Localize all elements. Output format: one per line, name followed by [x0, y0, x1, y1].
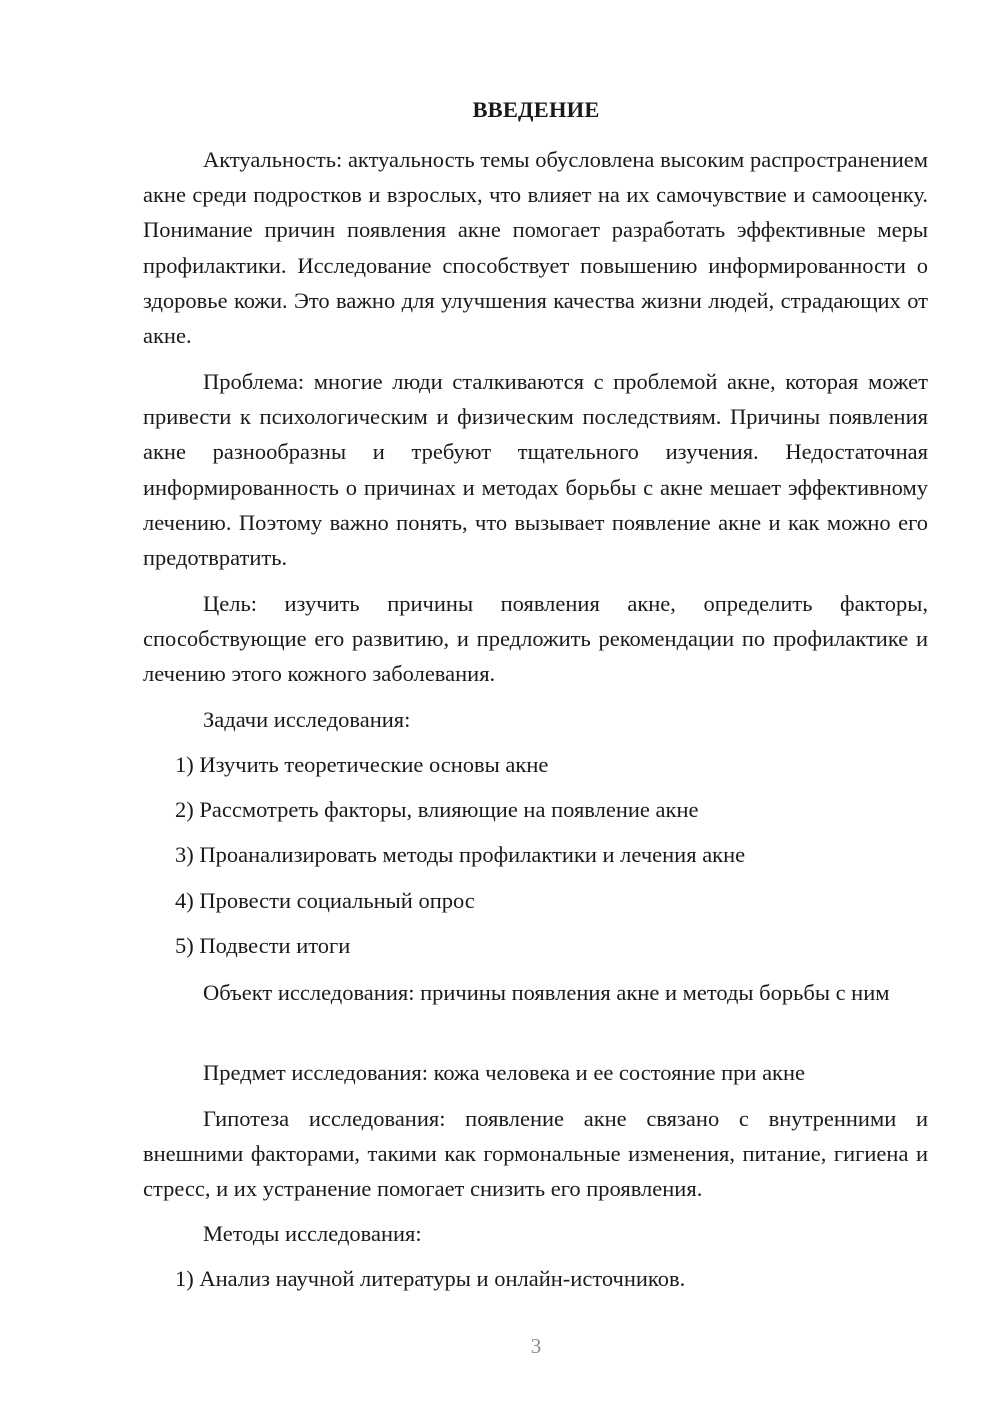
- goal-paragraph: Цель: изучить причины появления акне, определить факторы, способствующие его развитию, и предложить рекомендации по профилактике и лечению этого кожного заболевания.: [143, 591, 928, 687]
- task-item-2: 2) Рассмотреть факторы, влияющие на появление акне: [175, 797, 699, 822]
- task-item-1: 1) Изучить теоретические основы акне: [175, 752, 549, 777]
- methods-title: Методы исследования:: [203, 1221, 422, 1246]
- object-paragraph: Объект исследования: причины появления акне и методы борьбы с ним: [203, 980, 890, 1005]
- problem-paragraph: Проблема: многие люди сталкиваются с проблемой акне, которая может привести к психологическим и физическим последствиям. Причины появления акне разнообразны и требуют тщательного изучения. Недостаточная информированность о причинах и методах борьбы с акне мешает эффективному лечению. Поэтому важно понять, что вызывает появление акне и как можно его предотвратить.: [143, 369, 928, 571]
- tasks-title: Задачи исследования:: [203, 707, 411, 732]
- task-item-4: 4) Провести социальный опрос: [175, 888, 475, 913]
- relevance-paragraph: Актуальность: актуальность темы обусловлена высоким распространением акне среди подростков и взрослых, что влияет на их самочувствие и самооценку. Понимание причин появления акне помогает разработать эффективные меры профилактики. Исследование способствует повышению информированности о здоровье кожи. Это важно для улучшения качества жизни людей, страдающих от акне.: [143, 147, 928, 349]
- page-number: 3: [530, 1334, 542, 1358]
- task-item-5: 5) Подвести итоги: [175, 933, 351, 958]
- hypothesis-paragraph: Гипотеза исследования: появление акне связано с внутренними и внешними факторами, такими как гормональные изменения, питание, гигиена и стресс, и их устранение помогает снизить его проявления.: [143, 1106, 928, 1202]
- method-item-1: 1) Анализ научной литературы и онлайн-источников.: [175, 1266, 686, 1291]
- subject-paragraph: Предмет исследования: кожа человека и ее состояние при акне: [203, 1060, 806, 1085]
- page-title: ВВЕДЕНИЕ: [472, 97, 600, 122]
- task-item-3: 3) Проанализировать методы профилактики и лечения акне: [175, 842, 746, 867]
